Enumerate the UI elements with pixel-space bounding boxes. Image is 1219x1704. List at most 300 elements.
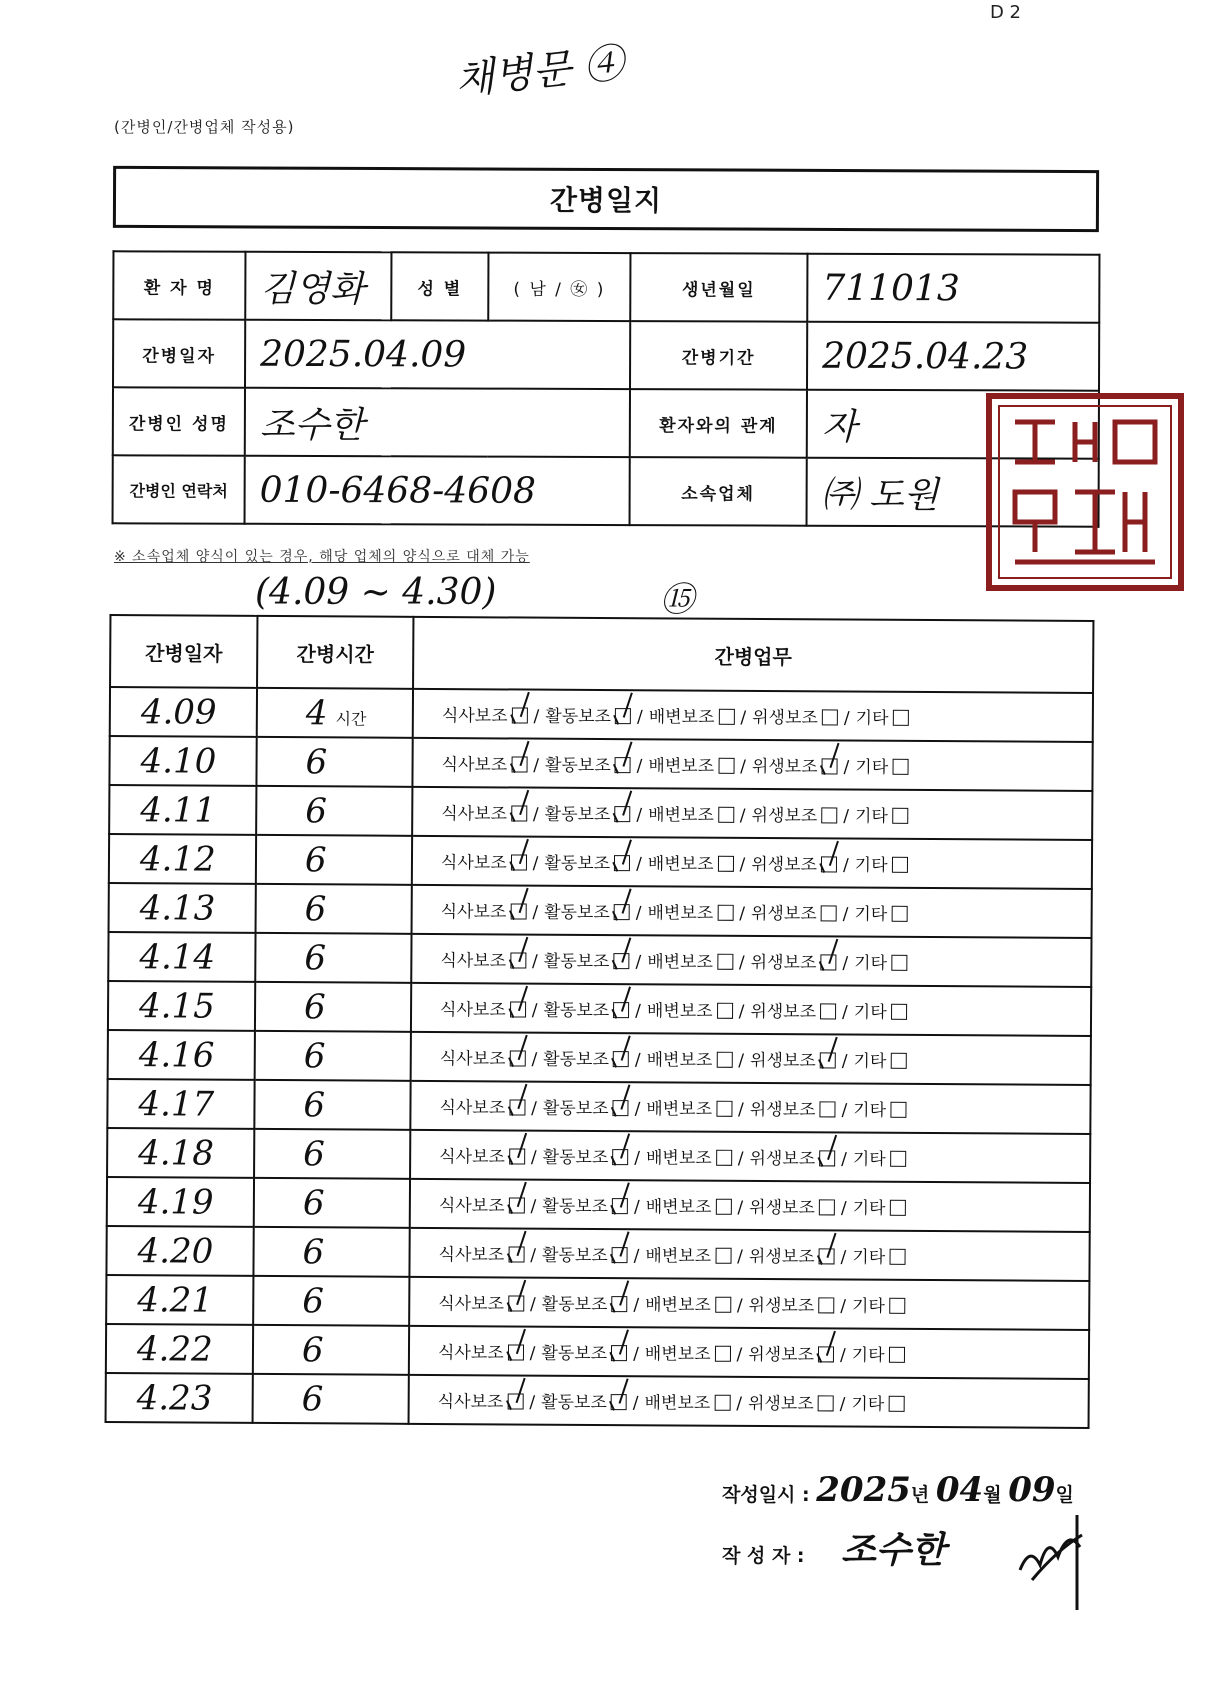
title-box <box>113 166 1099 232</box>
task-label: 식사보조 <box>438 1294 505 1315</box>
document-title: 간병일지 <box>549 183 663 218</box>
log-tasks <box>410 1179 1090 1232</box>
task-label: 기타 <box>853 1002 887 1023</box>
task-item <box>751 948 837 974</box>
task-label: 식사보조 <box>438 1245 505 1266</box>
task-label: 활동보조 <box>544 755 611 777</box>
task-label: 식사보조 <box>439 1049 506 1070</box>
task-separator: / <box>530 1147 537 1168</box>
task-item <box>441 799 527 825</box>
log-row <box>109 834 1092 889</box>
log-tasks <box>411 1032 1091 1085</box>
task-separator: / <box>842 855 849 876</box>
task-label: 기타 <box>852 1247 886 1268</box>
task-separator: / <box>839 1345 846 1366</box>
task-item <box>750 1046 836 1072</box>
log-hours-cell <box>255 933 411 983</box>
task-checkbox[interactable] <box>891 955 907 971</box>
task-separator: / <box>635 1001 641 1022</box>
day-unit: 일 <box>1055 1484 1074 1506</box>
task-checkbox[interactable] <box>612 1198 628 1214</box>
log-tasks <box>409 1228 1089 1281</box>
log-tasks <box>409 1375 1089 1428</box>
task-checkbox[interactable] <box>890 1151 906 1167</box>
task-separator: / <box>739 903 746 924</box>
task-item <box>647 947 733 973</box>
task-checkbox[interactable] <box>507 1393 523 1409</box>
task-item <box>645 1290 731 1316</box>
task-label: 기타 <box>853 1100 887 1121</box>
task-checkbox[interactable] <box>509 1050 525 1066</box>
task-label: 식사보조 <box>439 1098 506 1119</box>
task-item <box>856 704 909 729</box>
task-label: 위생보조 <box>750 903 817 925</box>
task-checkbox[interactable] <box>892 857 908 873</box>
task-item <box>648 800 734 826</box>
task-separator: / <box>632 1393 639 1414</box>
task-separator: / <box>636 707 643 728</box>
log-date: 4.22 <box>106 1324 253 1374</box>
log-hours-cell <box>255 982 411 1032</box>
written-date-label: 작성일시 : <box>722 1484 810 1506</box>
task-checkbox[interactable] <box>717 954 733 970</box>
log-body <box>106 687 1093 1428</box>
task-checkbox[interactable] <box>613 953 629 969</box>
task-checkbox[interactable] <box>613 1100 629 1116</box>
task-label: 기타 <box>855 757 889 778</box>
task-checkbox[interactable] <box>889 1347 905 1363</box>
task-checkbox[interactable] <box>715 1297 731 1313</box>
task-checkbox[interactable] <box>613 1002 629 1018</box>
task-item <box>852 1243 905 1268</box>
task-label: 배변보조 <box>647 903 714 924</box>
task-checkbox[interactable] <box>889 1249 905 1265</box>
task-item <box>853 1194 906 1219</box>
log-tasks <box>409 1326 1089 1379</box>
task-checkbox[interactable] <box>892 710 908 726</box>
task-separator: / <box>529 1343 536 1364</box>
task-separator: / <box>736 1295 743 1316</box>
log-hours: 4 <box>305 692 328 733</box>
log-tasks <box>411 983 1091 1036</box>
task-item <box>749 1242 835 1268</box>
log-date: 4.16 <box>108 1030 255 1080</box>
task-item <box>855 802 908 827</box>
task-item <box>853 1047 906 1072</box>
task-label: 활동보조 <box>543 1000 610 1022</box>
task-label: 위생보조 <box>750 1050 816 1072</box>
task-separator: / <box>529 1392 536 1413</box>
task-item <box>851 1390 904 1415</box>
task-checkbox[interactable] <box>819 1101 835 1117</box>
task-item <box>647 898 733 924</box>
task-separator: / <box>529 1294 536 1315</box>
month-unit: 월 <box>983 1484 1002 1506</box>
form-note: ※ 소속업체 양식이 있는 경우, 해당 업체의 양식으로 대체 가능 <box>114 549 530 565</box>
log-hours-cell <box>254 1178 410 1228</box>
log-hours: 6 <box>302 1280 325 1321</box>
task-separator: / <box>839 1394 846 1415</box>
task-item <box>543 1143 629 1169</box>
year-unit: 년 <box>910 1484 930 1506</box>
task-separator: / <box>843 806 850 827</box>
task-item <box>853 1145 906 1170</box>
log-row <box>108 932 1091 987</box>
log-date: 4.20 <box>106 1226 253 1276</box>
log-row <box>109 785 1092 840</box>
task-checkbox[interactable] <box>512 707 528 723</box>
log-hours-cell <box>256 737 412 787</box>
task-checkbox[interactable] <box>821 807 837 823</box>
task-separator: / <box>740 707 747 728</box>
task-label: 배변보조 <box>646 1099 713 1120</box>
task-checkbox[interactable] <box>614 855 630 871</box>
task-checkbox[interactable] <box>611 1296 627 1312</box>
task-label: 배변보조 <box>645 1197 712 1218</box>
task-checkbox[interactable] <box>716 1052 732 1068</box>
log-date: 4.23 <box>106 1373 253 1423</box>
task-label: 활동보조 <box>544 804 611 826</box>
task-checkbox[interactable] <box>820 1003 836 1019</box>
task-item <box>542 1192 628 1218</box>
task-label: 위생보조 <box>750 952 817 974</box>
task-item <box>544 947 630 973</box>
task-item <box>645 1339 731 1365</box>
task-checkbox[interactable] <box>818 1297 834 1313</box>
task-label: 식사보조 <box>441 755 508 776</box>
task-label: 배변보조 <box>648 707 715 728</box>
task-label: 배변보조 <box>645 1246 712 1267</box>
log-row <box>107 1128 1090 1183</box>
task-item <box>439 1240 525 1266</box>
task-separator: / <box>739 854 746 875</box>
task-checkbox[interactable] <box>819 1199 835 1215</box>
task-item <box>854 998 907 1023</box>
task-checkbox[interactable] <box>614 806 630 822</box>
task-checkbox[interactable] <box>615 708 631 724</box>
log-tasks <box>412 787 1092 840</box>
written-year: 2025 <box>816 1470 911 1510</box>
task-label: 배변보조 <box>648 756 715 777</box>
caregiver-name-label: 간병인 성명 <box>113 387 245 455</box>
task-item <box>749 1144 835 1170</box>
task-separator: / <box>533 706 540 727</box>
task-item <box>545 702 631 728</box>
log-row <box>109 736 1092 791</box>
contact-value: 010-6468-4608 <box>245 456 630 525</box>
task-separator: / <box>739 805 746 826</box>
task-label: 기타 <box>853 1051 887 1072</box>
task-checkbox[interactable] <box>889 1298 905 1314</box>
log-tasks <box>413 689 1093 742</box>
task-item <box>544 898 630 924</box>
log-date: 4.10 <box>109 736 256 786</box>
handwritten-note: 채병문 ④ <box>453 40 626 104</box>
log-row <box>107 1079 1090 1134</box>
writer <box>722 1522 945 1573</box>
task-checkbox[interactable] <box>509 1099 525 1115</box>
task-checkbox[interactable] <box>716 1150 732 1166</box>
task-separator: / <box>531 1000 538 1021</box>
task-item <box>542 1241 628 1267</box>
log-hours-cell <box>254 1129 410 1179</box>
task-checkbox[interactable] <box>615 757 631 773</box>
log-date: 4.13 <box>109 883 256 933</box>
task-separator: / <box>736 1344 743 1365</box>
hours-unit: 시간 <box>335 708 367 729</box>
task-item <box>439 1191 525 1217</box>
task-checkbox[interactable] <box>718 758 734 774</box>
writer-name: 조수한 <box>841 1529 946 1571</box>
task-item <box>647 1045 733 1071</box>
task-label: 활동보조 <box>542 1098 609 1120</box>
task-checkbox[interactable] <box>611 1345 627 1361</box>
log-hours: 6 <box>304 888 327 929</box>
task-separator: / <box>737 1197 744 1218</box>
task-checkbox[interactable] <box>890 1102 906 1118</box>
task-separator: / <box>738 952 745 973</box>
task-checkbox[interactable] <box>611 1394 627 1410</box>
task-checkbox[interactable] <box>613 1051 629 1067</box>
task-label: 식사보조 <box>438 1196 505 1217</box>
task-item <box>853 1096 906 1121</box>
task-item <box>541 1339 627 1365</box>
relation-label: 환자와의 관계 <box>630 389 807 458</box>
task-label: 위생보조 <box>752 707 818 729</box>
log-date: 4.18 <box>107 1128 254 1178</box>
log-hours-cell <box>254 1080 410 1130</box>
writer-label: 작 성 자 : <box>722 1545 805 1567</box>
task-label: 활동보조 <box>544 902 610 924</box>
task-item <box>442 750 528 776</box>
task-checkbox[interactable] <box>509 1148 525 1164</box>
task-separator: / <box>531 1098 537 1119</box>
task-label: 식사보조 <box>440 853 507 874</box>
task-separator: / <box>636 756 643 777</box>
task-item <box>543 1045 629 1071</box>
task-checkbox[interactable] <box>716 1101 732 1117</box>
log-row <box>106 1226 1089 1281</box>
task-checkbox[interactable] <box>891 906 907 922</box>
task-separator: / <box>531 1049 538 1070</box>
log-tasks <box>409 1277 1089 1330</box>
task-checkbox[interactable] <box>508 1344 524 1360</box>
log-hours-cell <box>253 1227 409 1277</box>
task-item <box>854 949 907 974</box>
task-label: 기타 <box>855 708 889 729</box>
log-hours: 6 <box>303 986 326 1027</box>
task-label: 기타 <box>851 1394 885 1415</box>
task-separator: / <box>737 1099 744 1120</box>
log-hours: 6 <box>302 1231 325 1272</box>
task-item <box>646 1143 732 1169</box>
task-checkbox[interactable] <box>820 1052 836 1068</box>
task-label: 위생보조 <box>749 1148 816 1170</box>
task-separator: / <box>636 805 643 826</box>
task-item <box>748 1389 834 1415</box>
task-label: 활동보조 <box>544 853 611 875</box>
task-separator: / <box>633 1197 640 1218</box>
task-separator: / <box>634 1099 641 1120</box>
task-item <box>751 850 837 876</box>
task-checkbox[interactable] <box>822 709 838 725</box>
task-item <box>855 753 908 778</box>
sex-options: ( 남 / ㊛ ) <box>488 253 630 321</box>
task-item <box>752 752 838 778</box>
task-label: 활동보조 <box>543 1049 609 1071</box>
log-date: 4.12 <box>109 834 256 884</box>
log-hours-cell <box>255 1031 411 1081</box>
task-checkbox[interactable] <box>889 1200 905 1216</box>
task-checkbox[interactable] <box>715 1346 731 1362</box>
log-hours: 6 <box>303 1035 326 1076</box>
task-separator: / <box>532 853 539 874</box>
task-checkbox[interactable] <box>510 952 526 968</box>
task-label: 활동보조 <box>541 1245 608 1267</box>
task-label: 기타 <box>854 953 888 974</box>
task-checkbox[interactable] <box>890 1053 906 1069</box>
task-separator: / <box>636 854 642 875</box>
task-checkbox[interactable] <box>888 1396 904 1412</box>
task-label: 위생보조 <box>747 1393 814 1415</box>
task-item <box>752 801 838 827</box>
log-row <box>106 1324 1089 1379</box>
task-checkbox[interactable] <box>508 1246 524 1262</box>
care-date-label: 간병일자 <box>113 319 245 387</box>
task-separator: / <box>737 1148 744 1169</box>
task-checkbox[interactable] <box>511 805 527 821</box>
task-separator: / <box>738 1001 745 1022</box>
task-checkbox[interactable] <box>511 756 527 772</box>
task-item <box>855 851 908 876</box>
task-label: 활동보조 <box>541 1294 608 1316</box>
task-checkbox[interactable] <box>511 854 527 870</box>
task-separator: / <box>633 1344 639 1365</box>
task-label: 식사보조 <box>440 902 507 923</box>
log-row <box>106 1275 1089 1330</box>
page-number: D 2 <box>989 2 1021 23</box>
task-checkbox[interactable] <box>718 807 734 823</box>
task-checkbox[interactable] <box>612 1149 628 1165</box>
task-checkbox[interactable] <box>818 1395 834 1411</box>
birth-label: 생년월일 <box>630 253 807 322</box>
task-item <box>648 849 734 875</box>
task-checkbox[interactable] <box>821 905 837 921</box>
task-item <box>852 1341 905 1366</box>
task-checkbox[interactable] <box>891 1004 907 1020</box>
task-separator: / <box>532 951 538 972</box>
task-checkbox[interactable] <box>717 905 733 921</box>
task-separator: / <box>635 903 642 924</box>
task-label: 기타 <box>852 1149 886 1170</box>
task-label: 위생보조 <box>751 805 818 827</box>
task-label: 활동보조 <box>545 706 612 728</box>
task-checkbox[interactable] <box>892 808 908 824</box>
task-label: 활동보조 <box>541 1392 607 1414</box>
task-checkbox[interactable] <box>819 1150 835 1166</box>
task-separator: / <box>635 952 642 973</box>
task-checkbox[interactable] <box>510 903 526 919</box>
written-date <box>722 1470 1074 1510</box>
log-header-date: 간병일자 <box>110 615 257 688</box>
log-hours: 6 <box>305 790 328 831</box>
task-checkbox[interactable] <box>717 1003 733 1019</box>
task-checkbox[interactable] <box>718 709 734 725</box>
task-checkbox[interactable] <box>717 856 733 872</box>
relation-value: 자 <box>807 390 1099 459</box>
task-label: 배변보조 <box>644 1344 711 1365</box>
task-separator: / <box>843 708 850 729</box>
log-hours: 6 <box>304 839 327 880</box>
task-label: 기타 <box>854 806 888 827</box>
task-item <box>438 1289 524 1315</box>
task-checkbox[interactable] <box>614 904 630 920</box>
task-item <box>442 701 528 727</box>
log-date: 4.11 <box>109 785 256 835</box>
task-checkbox[interactable] <box>715 1248 731 1264</box>
log-header-hours: 간병시간 <box>257 616 413 689</box>
task-separator: / <box>841 1149 847 1170</box>
task-label: 식사보조 <box>441 804 508 825</box>
care-period-value: 2025.04.23 <box>807 322 1099 391</box>
log-row <box>107 1177 1090 1232</box>
log-tasks <box>410 1130 1090 1183</box>
task-item <box>646 1192 732 1218</box>
task-checkbox[interactable] <box>822 758 838 774</box>
task-separator: / <box>737 1246 743 1267</box>
task-label: 배변보조 <box>647 854 714 875</box>
task-checkbox[interactable] <box>821 856 837 872</box>
log-header-tasks: 간병업무 <box>413 617 1093 693</box>
task-checkbox[interactable] <box>714 1395 730 1411</box>
written-day: 09 <box>1008 1470 1056 1510</box>
task-item <box>440 995 526 1021</box>
contact-label: 간병인 연락처 <box>113 455 245 523</box>
task-checkbox[interactable] <box>820 954 836 970</box>
task-item <box>644 1388 730 1414</box>
task-label: 배변보조 <box>647 952 714 973</box>
task-checkbox[interactable] <box>818 1346 834 1362</box>
log-date: 4.15 <box>108 981 255 1031</box>
log-tasks <box>412 738 1092 791</box>
task-separator: / <box>634 1148 641 1169</box>
task-label: 식사보조 <box>441 706 508 727</box>
task-checkbox[interactable] <box>508 1295 524 1311</box>
task-checkbox[interactable] <box>509 1197 525 1213</box>
task-item <box>440 946 526 972</box>
task-checkbox[interactable] <box>892 759 908 775</box>
task-checkbox[interactable] <box>510 1001 526 1017</box>
task-separator: / <box>633 1295 640 1316</box>
task-checkbox[interactable] <box>819 1248 835 1264</box>
task-label: 배변보조 <box>646 1001 713 1022</box>
log-row <box>106 1373 1089 1428</box>
task-separator: / <box>532 804 539 825</box>
task-separator: / <box>843 757 850 778</box>
task-checkbox[interactable] <box>715 1199 731 1215</box>
task-checkbox[interactable] <box>612 1247 628 1263</box>
log-hours-cell <box>257 688 413 738</box>
task-item <box>749 1291 835 1317</box>
task-item <box>645 1241 731 1267</box>
task-item <box>648 751 734 777</box>
task-item <box>541 1388 627 1414</box>
task-item <box>545 751 631 777</box>
task-item <box>852 1292 905 1317</box>
task-item <box>647 996 733 1022</box>
log-date: 4.14 <box>108 932 255 982</box>
task-label: 식사보조 <box>437 1392 504 1413</box>
